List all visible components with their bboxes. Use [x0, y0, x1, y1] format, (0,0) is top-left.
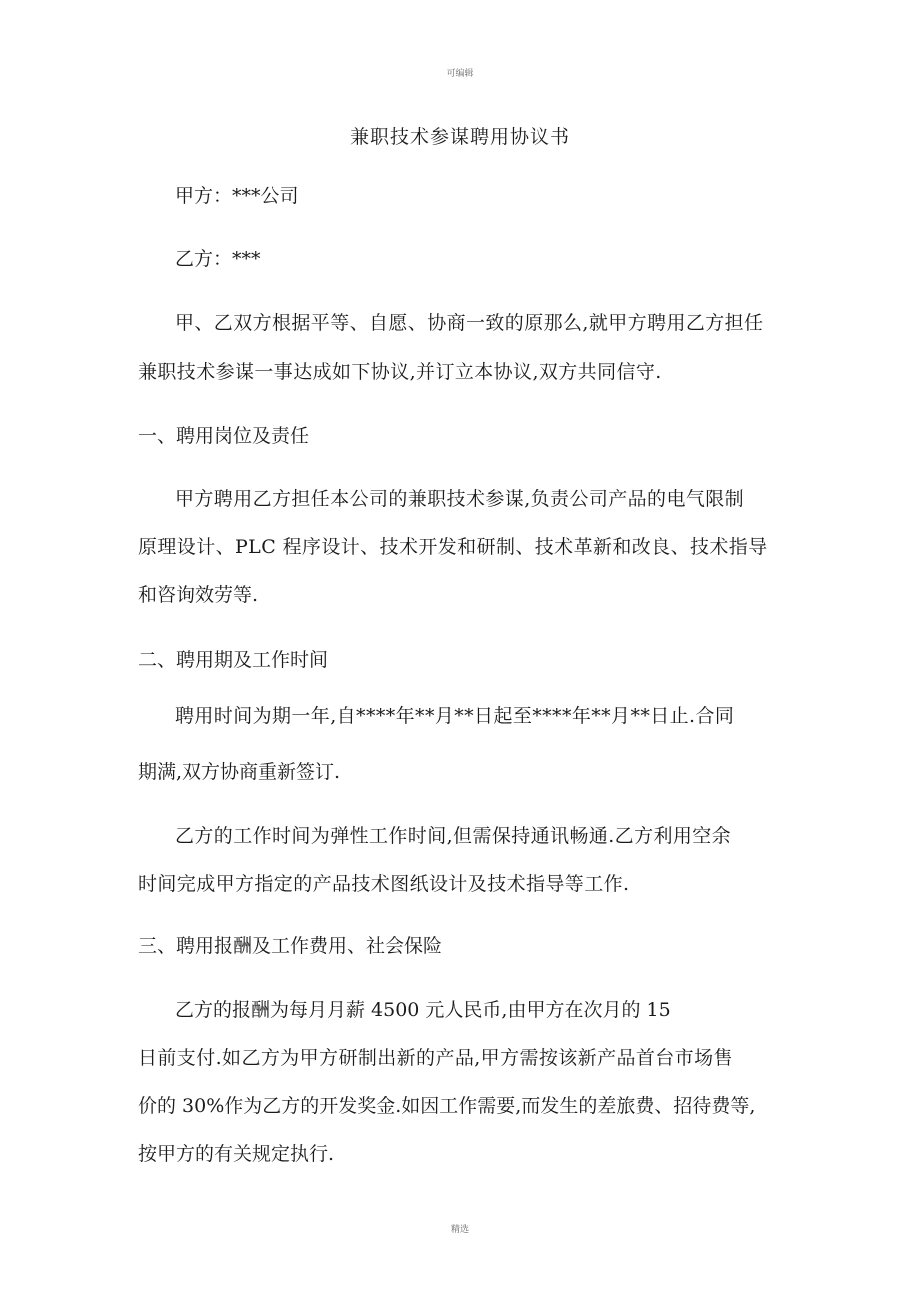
document-title: 兼职技术参谋聘用协议书 — [349, 126, 570, 148]
footer-note: 精选 — [450, 1225, 469, 1235]
section3-line-4: 按甲方的有关规定执行. — [138, 1143, 335, 1165]
section3-line-2: 日前支付.如乙方为甲方研制出新的产品,甲方需按该新产品首台市场售 — [138, 1047, 733, 1069]
section2-para2-line-1: 乙方的工作时间为弹性工作时间,但需保持通讯畅通.乙方利用空余 — [175, 825, 732, 847]
section1-heading: 一、聘用岗位及责任 — [138, 425, 310, 447]
section1-line-3: 和咨询效劳等. — [138, 584, 259, 606]
section2-para2-line-2: 时间完成甲方指定的产品技术图纸设计及技术指导等工作. — [138, 873, 630, 895]
section3-line-3: 价的 30%作为乙方的开发奖金.如因工作需要,而发生的差旅费、招待费等, — [138, 1095, 756, 1117]
header-note: 可编辑 — [446, 69, 474, 79]
section3-heading: 三、聘用报酬及工作费用、社会保险 — [138, 935, 443, 957]
party-a: 甲方：***公司 — [175, 185, 299, 207]
intro-line-1: 甲、乙双方根据平等、自愿、协商一致的原那么,就甲方聘用乙方担任 — [175, 312, 764, 334]
section2-para1-line-2: 期满,双方协商重新签订. — [138, 761, 341, 783]
section3-line-1: 乙方的报酬为每月月薪 4500 元人民币,由甲方在次月的 15 — [175, 999, 671, 1021]
section2-heading: 二、聘用期及工作时间 — [138, 649, 329, 671]
intro-line-2: 兼职技术参谋一事达成如下协议,并订立本协议,双方共同信守. — [138, 361, 662, 383]
section1-line-1: 甲方聘用乙方担任本公司的兼职技术参谋,负责公司产品的电气限制 — [175, 488, 745, 510]
party-b: 乙方：*** — [175, 248, 261, 270]
section1-line-2: 原理设计、PLC 程序设计、技术开发和研制、技术革新和改良、技术指导 — [138, 536, 768, 558]
section2-para1-line-1: 聘用时间为期一年,自****年**月**日起至****年**月**日止.合同 — [175, 705, 735, 727]
